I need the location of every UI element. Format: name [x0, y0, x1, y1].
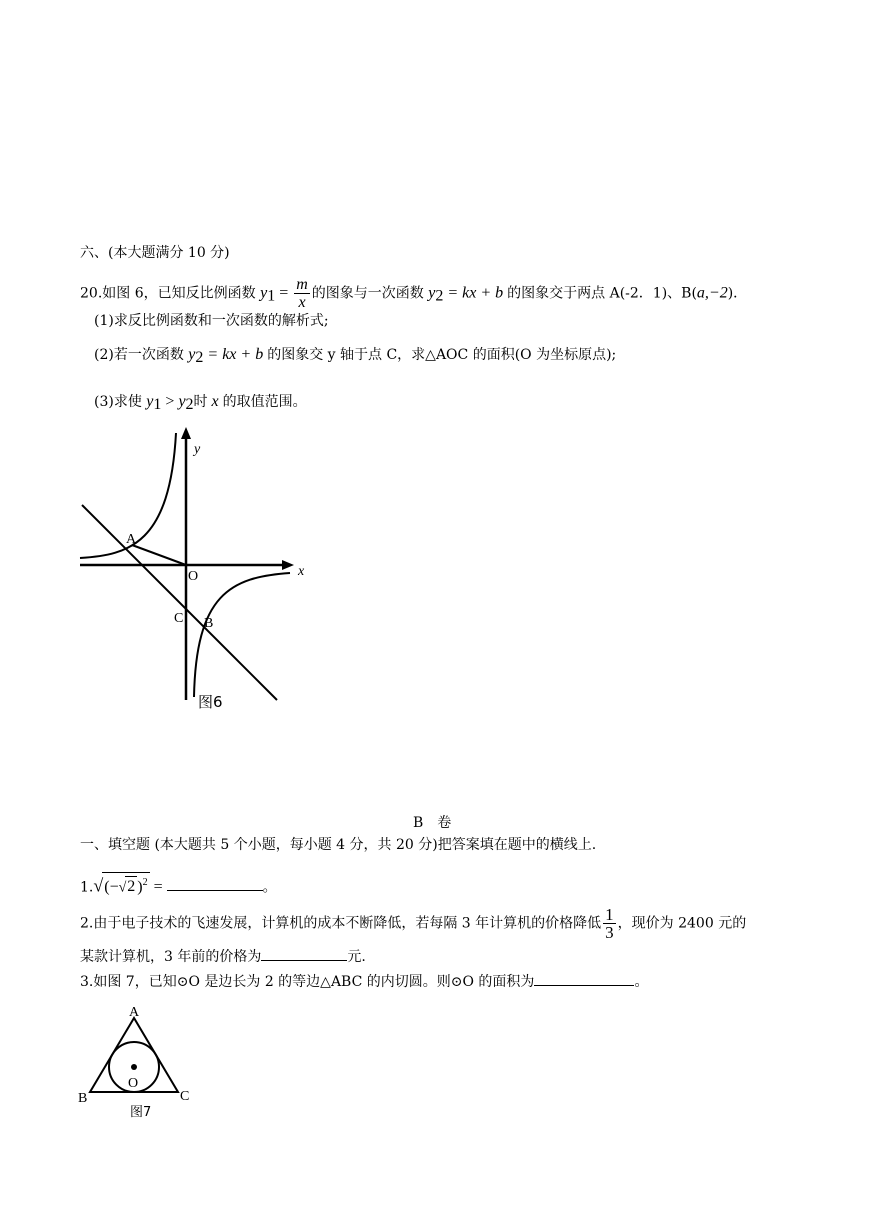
b1-eq: =	[149, 878, 167, 896]
b2-frac-num: 1	[605, 905, 614, 924]
x-axis-arrow-icon	[282, 560, 294, 570]
question-20	[80, 276, 747, 311]
y-axis-arrow-icon	[181, 427, 191, 439]
label-O: O	[188, 569, 199, 584]
b1-num: 1.	[80, 879, 94, 896]
b3-answer-blank[interactable]	[534, 971, 634, 986]
b2-suffix: ，现价为 2400 元的	[617, 915, 747, 932]
p3-prefix: (3)求使	[94, 394, 142, 410]
fraction-numerator: m	[296, 276, 308, 293]
fig7-label-C: C	[180, 1089, 190, 1104]
question-20-part-1: (1)求反比例函数和一次函数的解析式;	[94, 313, 329, 329]
b2-frac-den: 3	[605, 923, 614, 942]
p3-x: x	[207, 393, 223, 410]
p3-suffix: 的取值范围。	[222, 394, 307, 410]
fig7-label-B: B	[78, 1091, 88, 1106]
b1-answer-blank[interactable]	[167, 876, 263, 891]
p2-sub: 2	[195, 349, 204, 366]
question-20-part-2	[94, 345, 616, 368]
figure-7	[70, 1000, 210, 1130]
b1-close: )	[137, 878, 143, 896]
p2-prefix: (2)若一次函数	[94, 347, 184, 363]
linear-function-line	[82, 505, 277, 700]
q20-y2: y	[428, 284, 436, 302]
section-b-intro: 一、填空题 (本大题共 5 个小题，每小题 4 分，共 20 分)把答案填在题中的横线上.	[80, 837, 597, 853]
hyperbola-branch-lower	[194, 573, 290, 697]
sqrt-symbol: √	[93, 875, 104, 896]
figure-6-caption: 图6	[198, 693, 223, 711]
b2-prefix: 2.由于电子技术的飞速发展，计算机的成本不断降低，若每隔 3 年计算机的价格降低	[80, 915, 602, 932]
b3-text: 3.如图 7，已知⊙O 是边长为 2 的等边△ABC 的内切圆。则⊙O 的面积为	[80, 974, 535, 990]
figure-6	[70, 425, 330, 725]
label-A: A	[126, 532, 137, 547]
p3-gt: >	[161, 393, 179, 410]
b1-power: 2	[142, 877, 148, 888]
p3-ya: y	[146, 393, 154, 410]
b3-end: 。	[634, 974, 649, 990]
section-b-title: B 卷	[413, 815, 452, 831]
fig7-label-A: A	[129, 1005, 140, 1020]
inner-sqrt-symbol: √	[118, 880, 127, 896]
q20-fraction	[294, 276, 310, 311]
question-20-part-3	[94, 392, 307, 415]
fig7-label-O: O	[128, 1076, 139, 1091]
q20-y1: y	[260, 284, 268, 302]
b2-line2-prefix: 某款计算机，3 年前的价格为	[80, 949, 262, 965]
q20-eq1: =	[275, 284, 293, 302]
p3-subb: 2	[185, 396, 194, 413]
fraction-denominator: x	[298, 294, 306, 311]
q20-prefix: 20.如图 6，已知反比例函数	[80, 285, 256, 302]
b2-answer-blank[interactable]	[261, 946, 347, 961]
sqrt-radicand	[102, 872, 149, 898]
label-y: y	[194, 442, 201, 457]
q20-eq2: = kx + b	[443, 284, 508, 302]
figure-7-caption: 图7	[130, 1105, 152, 1120]
section-heading: 六、(本大题满分 10 分)	[80, 245, 230, 261]
q20-b-coords: a,−2	[696, 284, 728, 302]
b1-end: 。	[262, 879, 277, 896]
question-b2-line2	[80, 946, 366, 967]
p2-suffix: 的图象交 y 轴于点 C，求△AOC 的面积(O 为坐标原点);	[267, 347, 617, 363]
q20-sub1: 1	[267, 287, 276, 305]
b2-line2-suffix: 元.	[347, 949, 366, 965]
question-b2-line1	[80, 906, 746, 941]
question-b1	[80, 872, 277, 898]
question-b3	[80, 971, 648, 992]
p3-suba: 1	[153, 396, 162, 413]
b1-inner: 2	[127, 878, 136, 896]
q20-middle: 的图象与一次函数	[311, 285, 424, 302]
label-x: x	[298, 564, 305, 579]
p3-yb: y	[178, 393, 186, 410]
p3-mid: 时	[193, 394, 208, 410]
p2-y: y	[188, 346, 196, 363]
q20-sub2: 2	[435, 287, 444, 305]
p2-eq: = kx + b	[203, 346, 268, 363]
q20-end: )．	[727, 285, 748, 302]
b2-fraction	[603, 906, 616, 941]
center-dot-icon	[131, 1064, 137, 1070]
label-C: C	[174, 611, 184, 626]
label-B: B	[204, 616, 214, 631]
q20-suffix: 的图象交于两点 A(-2．1)、B(	[507, 285, 697, 302]
b1-open: (−	[104, 878, 119, 896]
